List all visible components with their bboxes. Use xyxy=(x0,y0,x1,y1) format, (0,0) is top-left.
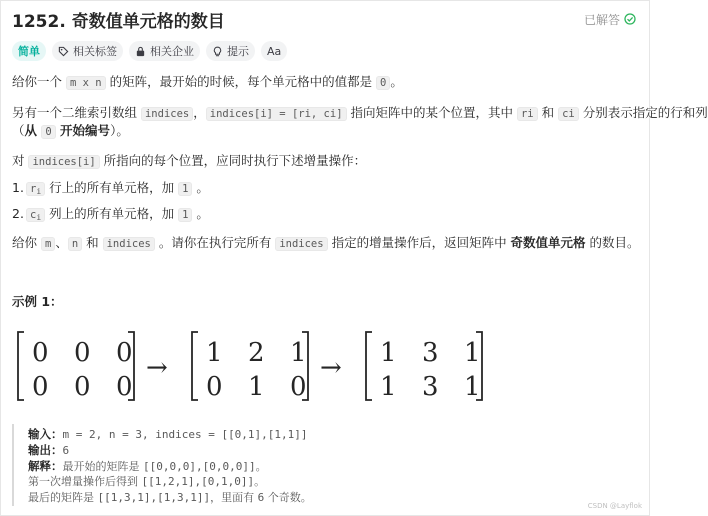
related-tags-label: 相关标签 xyxy=(73,45,117,58)
inline-code: m x n xyxy=(66,76,106,90)
check-circle-icon xyxy=(624,13,636,25)
related-companies-button[interactable] xyxy=(129,41,200,61)
description-paragraph-2b: （从 0 开始编号）。 xyxy=(12,123,129,138)
inline-code: indices xyxy=(103,237,155,251)
inline-code: 1 xyxy=(178,208,192,222)
inline-code: $c_i$ xyxy=(26,208,45,222)
example-explanation-1: 解释：最开始的矩阵是 [[0,0,0],[0,0,0]]。 xyxy=(28,459,267,473)
matrix-cell: 3 xyxy=(422,338,439,368)
hints-button[interactable] xyxy=(206,41,255,61)
list-item-1: 1. $r_i$ 行上的所有单元格，加 1 。 xyxy=(12,180,209,196)
example-matrices-figure xyxy=(10,326,490,406)
hints-label: 提示 xyxy=(227,45,249,58)
matrix-cell: 1 xyxy=(206,338,223,368)
matrix-cell: 1 xyxy=(380,372,397,402)
inline-code: 0 xyxy=(376,76,390,90)
matrix-cell: 0 xyxy=(74,372,91,402)
matrix-cell: 0 xyxy=(290,372,307,402)
matrix-cell: 0 xyxy=(116,338,133,368)
list-item-2: 2. $c_i$ 列上的所有单元格，加 1 。 xyxy=(12,206,209,222)
inline-code: $r_i$ xyxy=(26,182,45,196)
matrix-cell: 1 xyxy=(290,338,307,368)
inline-code: 0 xyxy=(41,125,55,139)
example-output: 输出：6 xyxy=(28,443,70,457)
inline-code: m xyxy=(41,237,55,251)
inline-code: indices xyxy=(141,107,193,121)
matrix-cell: 0 xyxy=(116,372,133,402)
matrix-left-bracket xyxy=(366,332,372,400)
matrix-cell: 0 xyxy=(32,372,49,402)
inline-code: ri xyxy=(517,107,538,121)
matrix-cell: 0 xyxy=(74,338,91,368)
related-tags-button[interactable] xyxy=(52,41,123,61)
font-toggle-button[interactable]: Aa xyxy=(261,41,287,61)
matrix-left-bracket xyxy=(192,332,198,400)
tag-icon xyxy=(58,46,69,57)
example-explanation-2: 第一次增量操作后得到 [[1,2,1],[0,1,0]]。 xyxy=(28,475,266,488)
lightbulb-icon xyxy=(212,46,223,57)
arrow-icon: → xyxy=(146,353,168,383)
inline-code: indices[i] = [ri, ci] xyxy=(206,107,347,121)
matrix-cell: 3 xyxy=(422,372,439,402)
description-paragraph-3: 对 indices[i] 所指向的每个位置，应同时执行下述增量操作： xyxy=(12,153,367,168)
inline-code: indices xyxy=(275,237,327,251)
inline-code: 1 xyxy=(178,182,192,196)
description-paragraph-2: 另有一个二维索引数组 indices ， indices[i] = [ri, ci] 指向矩阵中的某个位置，其中 ri 和 ci 分别表示指定的行和列 xyxy=(12,105,708,120)
watermark: CSDN @Layflok xyxy=(587,502,642,510)
matrix-cell: 1 xyxy=(248,372,265,402)
arrow-icon: → xyxy=(320,353,342,383)
example-input: 输入：m = 2, n = 3, indices = [[0,1],[1,1]] xyxy=(28,427,308,441)
description-paragraph-4: 给你 m 、 n 和 indices 。请你在执行完所有 indices 指定的增量操作后，返回矩阵中 奇数值单元格 的数目。 xyxy=(12,235,640,250)
solved-label: 已解答 xyxy=(583,12,620,27)
page-title: 1252. 奇数值单元格的数目 xyxy=(12,11,225,32)
description-paragraph-1: 给你一个 m x n 的矩阵，最开始的时候，每个单元格中的值都是 0 。 xyxy=(12,74,403,89)
matrix-cell: 0 xyxy=(206,372,223,402)
matrix-cell: 0 xyxy=(32,338,49,368)
example-heading: 示例 1： xyxy=(12,294,63,309)
example-explanation-3: 最后的矩阵是 [[1,3,1],[1,3,1]]，里面有 6 个奇数。 xyxy=(28,491,312,504)
matrix-cell: 1 xyxy=(464,372,481,402)
difficulty-badge[interactable]: 简单 xyxy=(12,41,46,61)
matrix-cell: 1 xyxy=(464,338,481,368)
matrix-cell: 1 xyxy=(380,338,397,368)
inline-code: indices[i] xyxy=(28,155,99,169)
solved-status xyxy=(584,11,636,28)
tag-bar xyxy=(12,41,287,61)
lock-icon xyxy=(135,46,146,57)
matrix-left-bracket xyxy=(18,332,24,400)
inline-code: ci xyxy=(558,107,579,121)
matrix-cell: 2 xyxy=(248,338,265,368)
inline-code: n xyxy=(68,237,82,251)
example-block xyxy=(12,424,574,506)
related-companies-label: 相关企业 xyxy=(150,45,194,58)
title-row xyxy=(12,7,636,31)
